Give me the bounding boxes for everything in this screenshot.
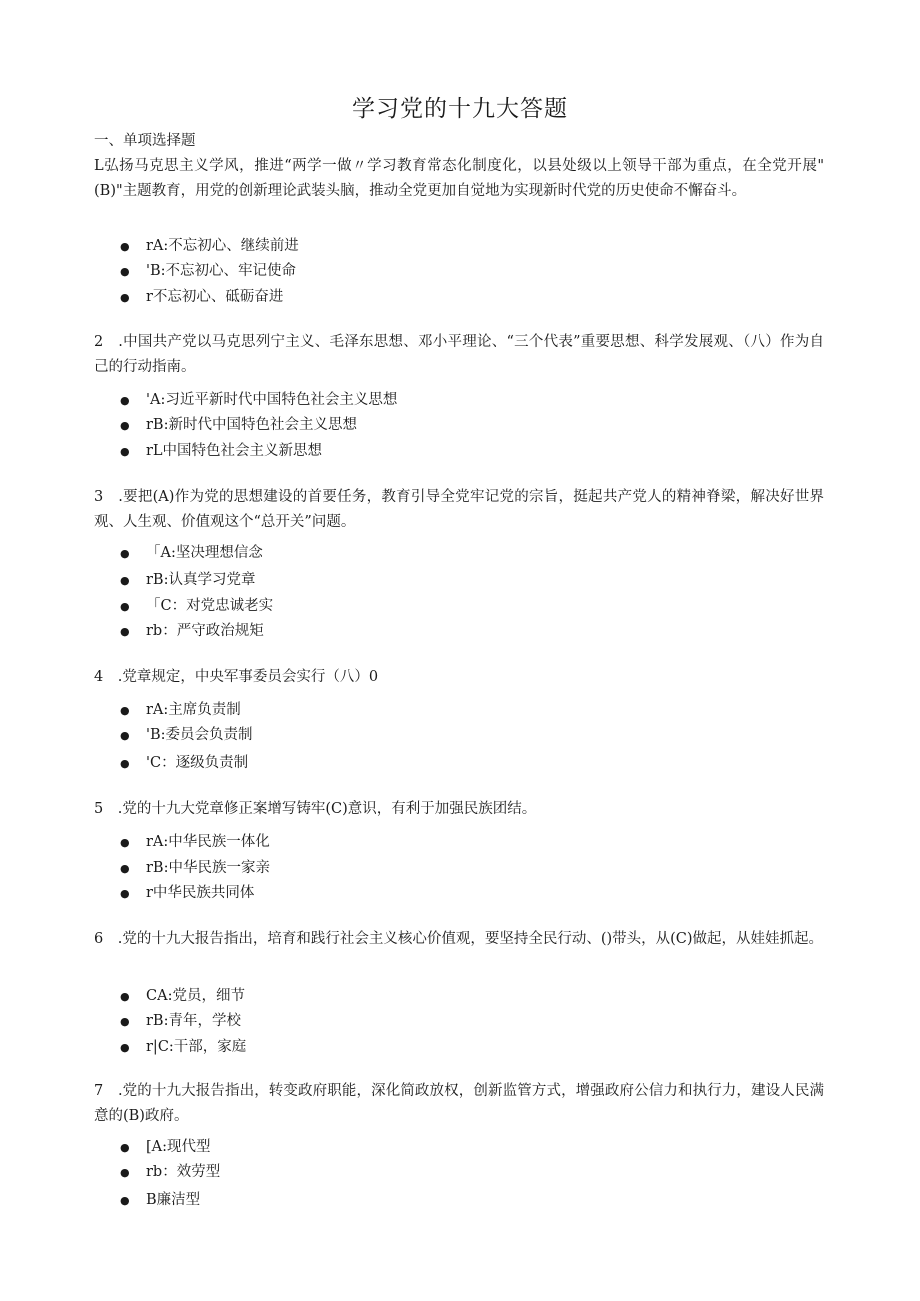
bullet-icon: ● (120, 419, 130, 432)
option-item (120, 881, 254, 902)
option-text: CA:党员，细节 (146, 988, 245, 1004)
option-item (120, 388, 397, 409)
option-item (120, 723, 253, 744)
option-item (120, 856, 270, 877)
option-item (120, 259, 296, 280)
option-item (120, 1009, 241, 1030)
option-item (120, 1135, 211, 1156)
bullet-icon: ● (120, 704, 130, 717)
option-text: rA:不忘初心、继续前进 (146, 238, 299, 254)
option-text: rB:新时代中国特色社会主义思想 (146, 417, 357, 433)
bullet-icon: ● (120, 990, 130, 1003)
option-item (120, 1188, 200, 1209)
section-heading: 一、单项选择题 (94, 133, 196, 149)
document-title: 学习党的十九大答题 (352, 96, 568, 122)
option-text: 'A:习近平新时代中国特色社会主义思想 (146, 392, 398, 408)
option-item (120, 234, 299, 255)
option-item (120, 413, 357, 434)
option-item (120, 1035, 246, 1056)
option-text: [A:现代型 (146, 1139, 211, 1155)
question-7 (94, 1079, 824, 1129)
option-text: 'B:委员会负责制 (146, 727, 253, 743)
question-2 (94, 330, 824, 380)
bullet-icon: ● (120, 240, 130, 253)
bullet-icon: ● (120, 625, 130, 638)
question-4 (94, 665, 824, 690)
option-item (120, 830, 270, 851)
option-item (120, 751, 248, 772)
option-item (120, 619, 264, 640)
option-text: rA:主席负责制 (146, 702, 241, 718)
bullet-icon: ● (120, 291, 130, 304)
option-text: rb：效劳型 (146, 1164, 221, 1180)
option-item (120, 594, 273, 615)
option-item (120, 439, 322, 460)
bullet-icon: ● (120, 265, 130, 278)
question-stem: 6 .党的十九大报告指出，培育和践行社会主义核心价值观，要坚持全民行动、()带头，从(C)做起，从娃娃抓起。 (94, 931, 824, 947)
question-stem: 5 .党的十九大党章修正案增写铸牢(C)意识，有利于加强民族团结。 (94, 801, 537, 817)
option-text: 'C：逐级负责制 (146, 755, 249, 771)
question-3 (94, 485, 824, 535)
bullet-icon: ● (120, 1015, 130, 1028)
question-stem: 2 .中国共产党以马克思列宁主义、毛泽东思想、邓小平理论、“三个代表”重要思想、科学发展观、（八）作为自己的行动指南。 (94, 334, 824, 375)
bullet-icon: ● (120, 547, 130, 560)
option-text: rB:中华民族一家亲 (146, 860, 270, 876)
bullet-icon: ● (120, 394, 130, 407)
bullet-icon: ● (120, 574, 130, 587)
bullet-icon: ● (120, 1141, 130, 1154)
bullet-icon: ● (120, 445, 130, 458)
option-text: rL中国特色社会主义新思想 (146, 443, 323, 459)
question-stem: 7 .党的十九大报告指出，转变政府职能，深化简政放权，创新监管方式，增强政府公信力和执行力，建设人民满意的(B)政府。 (94, 1083, 824, 1124)
option-text: 「A:坚决理想信念 (146, 545, 263, 561)
question-stem: L弘扬马克思主义学风，推进“两学一做〃学习教育常态化制度化，以县处级以上领导干部为重点，在全党开展"(B)"主题教育，用党的创新理论武装头脑，推动全党更加自觉地为实现新时代党的历史使命不懈奋斗。 (94, 158, 824, 199)
option-item (120, 1160, 220, 1181)
bullet-icon: ● (120, 729, 130, 742)
option-text: B廉洁型 (146, 1192, 201, 1208)
bullet-icon: ● (120, 887, 130, 900)
option-text: r中华民族共同体 (146, 885, 255, 901)
bullet-icon: ● (120, 600, 130, 613)
option-text: 'B:不忘初心、牢记使命 (146, 263, 297, 279)
bullet-icon: ● (120, 1194, 130, 1207)
question-stem: 4 .党章规定，中央军事委员会实行（八）0 (94, 669, 379, 685)
question-5 (94, 797, 824, 822)
option-item (120, 285, 283, 306)
option-text: r|C:干部，家庭 (146, 1039, 247, 1055)
option-text: rB:青年，学校 (146, 1013, 241, 1029)
question-6 (94, 927, 824, 952)
option-text: 「C：对党忠诚老实 (146, 598, 274, 614)
option-item (120, 541, 263, 562)
question-stem: 3 .要把(A)作为党的思想建设的首要任务，教育引导全党牢记党的宗旨，挺起共产党人的精神脊梁，解决好世界观、人生观、价值观这个“总开关”问题。 (94, 489, 824, 530)
option-item (120, 568, 255, 589)
question-1 (94, 154, 824, 204)
option-item (120, 984, 245, 1005)
option-text: rb：严守政治规矩 (146, 623, 264, 639)
bullet-icon: ● (120, 1166, 130, 1179)
option-text: rB:认真学习党章 (146, 572, 256, 588)
bullet-icon: ● (120, 836, 130, 849)
option-text: rA:中华民族一体化 (146, 834, 270, 850)
bullet-icon: ● (120, 757, 130, 770)
option-item (120, 698, 241, 719)
bullet-icon: ● (120, 862, 130, 875)
bullet-icon: ● (120, 1041, 130, 1054)
option-text: r不忘初心、砥砺奋进 (146, 289, 284, 305)
